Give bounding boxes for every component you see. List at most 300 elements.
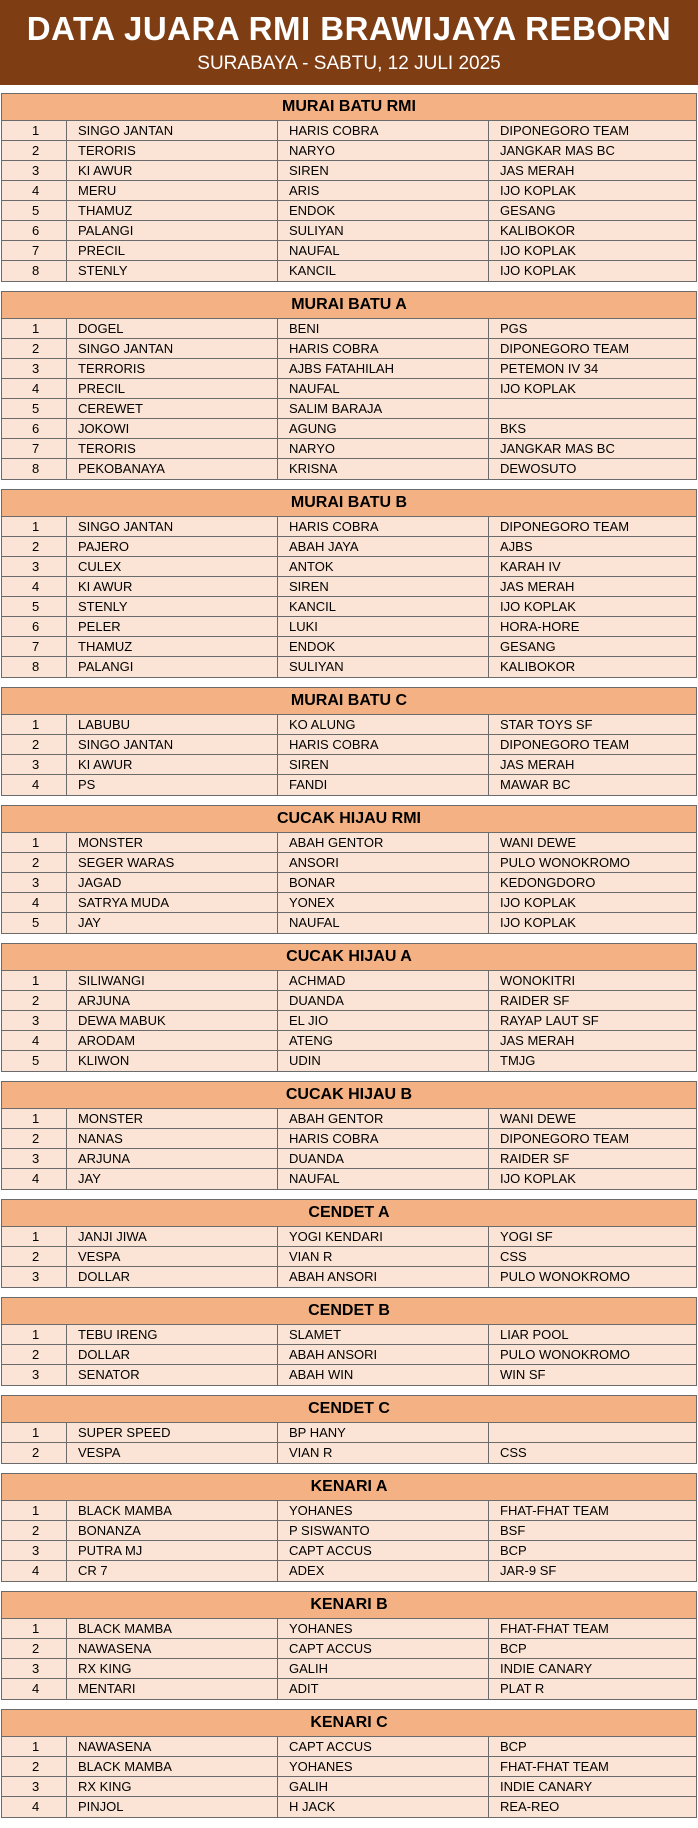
- team-cell: KEDONGDORO: [500, 875, 596, 890]
- rank-cell: 2: [2, 1247, 67, 1266]
- owner-cell: LUKI: [278, 617, 489, 636]
- table-row: [2, 121, 696, 141]
- team-cell: GESANG: [500, 203, 556, 218]
- class-title: MURAI BATU C: [2, 688, 696, 715]
- rank-cell: 2: [2, 1443, 67, 1463]
- bird-name-cell: JOKOWI: [67, 419, 278, 438]
- bird-name-cell: SINGO JANTAN: [67, 339, 278, 358]
- owner-cell: AJBS FATAHILAH: [278, 359, 489, 378]
- table-row: [2, 1501, 696, 1521]
- bird-name-cell: ARJUNA: [67, 1149, 278, 1168]
- class-results-table: [1, 805, 697, 934]
- table-row: [2, 833, 696, 853]
- table-row: [2, 261, 696, 281]
- owner-cell: HARIS COBRA: [278, 121, 489, 140]
- bird-name-cell: KI AWUR: [67, 161, 278, 180]
- table-row: [2, 1149, 696, 1169]
- rank-cell: 5: [2, 1051, 67, 1071]
- bird-name-cell: VESPA: [67, 1247, 278, 1266]
- owner-cell: KRISNA: [278, 459, 489, 479]
- owner-cell: ACHMAD: [278, 971, 489, 990]
- table-row: [2, 1639, 696, 1659]
- table-row: [2, 1267, 696, 1287]
- team-cell: TMJG: [500, 1053, 536, 1068]
- bird-name-cell: MONSTER: [67, 833, 278, 852]
- class-title: MURAI BATU RMI: [2, 94, 696, 121]
- owner-cell: NARYO: [278, 141, 489, 160]
- bird-name-cell: TEBU IRENG: [67, 1325, 278, 1344]
- rank-cell: 4: [2, 577, 67, 596]
- team-cell: RAYAP LAUT SF: [500, 1013, 599, 1028]
- owner-cell: DUANDA: [278, 1149, 489, 1168]
- rank-cell: 5: [2, 597, 67, 616]
- rank-cell: 3: [2, 161, 67, 180]
- bird-name-cell: MENTARI: [67, 1679, 278, 1699]
- owner-cell: SULIYAN: [278, 657, 489, 677]
- class-results-table: [1, 1297, 697, 1386]
- team-cell: IJO KOPLAK: [500, 263, 576, 278]
- team-cell: KARAH IV: [500, 559, 561, 574]
- table-row: [2, 1227, 696, 1247]
- table-row: [2, 1619, 696, 1639]
- owner-cell: HARIS COBRA: [278, 1129, 489, 1148]
- bird-name-cell: SENATOR: [67, 1365, 278, 1385]
- table-row: [2, 1423, 696, 1443]
- owner-cell: NAUFAL: [278, 241, 489, 260]
- bird-name-cell: TERORIS: [67, 141, 278, 160]
- owner-cell: NAUFAL: [278, 913, 489, 933]
- team-cell: [489, 399, 696, 418]
- bird-name-cell: KI AWUR: [67, 577, 278, 596]
- rank-cell: 6: [2, 221, 67, 240]
- team-cell: PULO WONOKROMO: [500, 855, 631, 870]
- table-row: [2, 1051, 696, 1071]
- rank-cell: 6: [2, 617, 67, 636]
- team-cell: HORA-HORE: [500, 619, 580, 634]
- owner-cell: GALIH: [278, 1659, 489, 1678]
- bird-name-cell: LABUBU: [67, 715, 278, 734]
- bird-name-cell: NAWASENA: [67, 1639, 278, 1658]
- rank-cell: 1: [2, 1325, 67, 1344]
- team-cell: INDIE CANARY: [500, 1661, 593, 1676]
- bird-name-cell: NAWASENA: [67, 1737, 278, 1756]
- team-cell: BSF: [500, 1523, 526, 1538]
- table-row: [2, 1777, 696, 1797]
- owner-cell: NAUFAL: [278, 1169, 489, 1189]
- table-row: [2, 537, 696, 557]
- rank-cell: 4: [2, 1679, 67, 1699]
- team-cell: STAR TOYS SF: [500, 717, 593, 732]
- owner-cell: BP HANY: [278, 1423, 489, 1442]
- table-row: [2, 339, 696, 359]
- table-row: [2, 991, 696, 1011]
- table-row: [2, 657, 696, 677]
- rank-cell: 8: [2, 657, 67, 677]
- team-cell: BKS: [500, 421, 527, 436]
- bird-name-cell: BLACK MAMBA: [67, 1757, 278, 1776]
- bird-name-cell: PUTRA MJ: [67, 1541, 278, 1560]
- owner-cell: ABAH GENTOR: [278, 1109, 489, 1128]
- rank-cell: 4: [2, 181, 67, 200]
- team-cell: IJO KOPLAK: [500, 1171, 576, 1186]
- table-row: [2, 1031, 696, 1051]
- owner-cell: SULIYAN: [278, 221, 489, 240]
- class-title: CENDET B: [2, 1298, 696, 1325]
- team-cell: INDIE CANARY: [500, 1779, 593, 1794]
- table-row: [2, 1011, 696, 1031]
- rank-cell: 4: [2, 379, 67, 398]
- rank-cell: 8: [2, 459, 67, 479]
- owner-cell: YONEX: [278, 893, 489, 912]
- bird-name-cell: CR 7: [67, 1561, 278, 1581]
- owner-cell: YOHANES: [278, 1757, 489, 1776]
- rank-cell: 2: [2, 991, 67, 1010]
- rank-cell: 1: [2, 715, 67, 734]
- bird-name-cell: RX KING: [67, 1777, 278, 1796]
- class-results-table: [1, 1709, 697, 1818]
- class-title: CUCAK HIJAU RMI: [2, 806, 696, 833]
- table-row: [2, 755, 696, 775]
- table-row: [2, 893, 696, 913]
- team-cell: JAR-9 SF: [500, 1563, 557, 1578]
- bird-name-cell: DOLLAR: [67, 1345, 278, 1364]
- rank-cell: 4: [2, 775, 67, 795]
- bird-name-cell: MERU: [67, 181, 278, 200]
- class-title: MURAI BATU A: [2, 292, 696, 319]
- owner-cell: ARIS: [278, 181, 489, 200]
- bird-name-cell: PINJOL: [67, 1797, 278, 1817]
- table-row: [2, 419, 696, 439]
- rank-cell: 2: [2, 853, 67, 872]
- table-row: [2, 181, 696, 201]
- owner-cell: NAUFAL: [278, 379, 489, 398]
- class-results-table: [1, 1473, 697, 1582]
- team-cell: IJO KOPLAK: [500, 183, 576, 198]
- rank-cell: 5: [2, 913, 67, 933]
- team-cell: JAS MERAH: [500, 757, 575, 772]
- bird-name-cell: PAJERO: [67, 537, 278, 556]
- rank-cell: 2: [2, 141, 67, 160]
- table-row: [2, 735, 696, 755]
- team-cell: PULO WONOKROMO: [500, 1347, 631, 1362]
- team-cell: IJO KOPLAK: [500, 599, 576, 614]
- class-results-table: [1, 1591, 697, 1700]
- rank-cell: 1: [2, 1109, 67, 1128]
- bird-name-cell: THAMUZ: [67, 637, 278, 656]
- table-row: [2, 1561, 696, 1581]
- bird-name-cell: SEGER WARAS: [67, 853, 278, 872]
- owner-cell: KO ALUNG: [278, 715, 489, 734]
- rank-cell: 1: [2, 121, 67, 140]
- table-row: [2, 161, 696, 181]
- class-title: KENARI A: [2, 1474, 696, 1501]
- class-results-table: [1, 489, 697, 678]
- class-results-table: [1, 1395, 697, 1464]
- rank-cell: 4: [2, 1797, 67, 1817]
- rank-cell: 3: [2, 873, 67, 892]
- bird-name-cell: PRECIL: [67, 241, 278, 260]
- team-cell: WIN SF: [500, 1367, 546, 1382]
- team-cell: YOGI SF: [500, 1229, 553, 1244]
- bird-name-cell: PS: [67, 775, 278, 795]
- rank-cell: 3: [2, 557, 67, 576]
- owner-cell: HARIS COBRA: [278, 517, 489, 536]
- team-cell: WONOKITRI: [500, 973, 576, 988]
- table-row: [2, 221, 696, 241]
- bird-name-cell: PELER: [67, 617, 278, 636]
- bird-name-cell: PRECIL: [67, 379, 278, 398]
- team-cell: AJBS: [500, 539, 533, 554]
- rank-cell: 7: [2, 241, 67, 260]
- owner-cell: VIAN R: [278, 1247, 489, 1266]
- rank-cell: 4: [2, 1561, 67, 1581]
- table-row: [2, 1247, 696, 1267]
- team-cell: PLAT R: [500, 1681, 545, 1696]
- class-results-table: [1, 1081, 697, 1190]
- table-row: [2, 1169, 696, 1189]
- rank-cell: 1: [2, 1227, 67, 1246]
- owner-cell: YOGI KENDARI: [278, 1227, 489, 1246]
- bird-name-cell: VESPA: [67, 1443, 278, 1463]
- team-cell: JAS MERAH: [500, 579, 575, 594]
- table-row: [2, 853, 696, 873]
- owner-cell: ABAH GENTOR: [278, 833, 489, 852]
- owner-cell: AGUNG: [278, 419, 489, 438]
- bird-name-cell: SATRYA MUDA: [67, 893, 278, 912]
- table-row: [2, 597, 696, 617]
- owner-cell: ATENG: [278, 1031, 489, 1050]
- owner-cell: SALIM BARAJA: [278, 399, 489, 418]
- table-row: [2, 1659, 696, 1679]
- bird-name-cell: JANJI JIWA: [67, 1227, 278, 1246]
- bird-name-cell: KLIWON: [67, 1051, 278, 1071]
- rank-cell: 7: [2, 637, 67, 656]
- team-cell: DIPONEGORO TEAM: [500, 737, 630, 752]
- table-row: [2, 1797, 696, 1817]
- bird-name-cell: ARJUNA: [67, 991, 278, 1010]
- table-row: [2, 1541, 696, 1561]
- bird-name-cell: STENLY: [67, 597, 278, 616]
- team-cell: FHAT-FHAT TEAM: [500, 1621, 609, 1636]
- rank-cell: 3: [2, 1011, 67, 1030]
- rank-cell: 3: [2, 1659, 67, 1678]
- rank-cell: 3: [2, 359, 67, 378]
- bird-name-cell: JAGAD: [67, 873, 278, 892]
- team-cell: PGS: [500, 321, 528, 336]
- table-row: [2, 241, 696, 261]
- owner-cell: BONAR: [278, 873, 489, 892]
- team-cell: IJO KOPLAK: [500, 915, 576, 930]
- table-row: [2, 1737, 696, 1757]
- table-row: [2, 1679, 696, 1699]
- rank-cell: 2: [2, 1639, 67, 1658]
- rank-cell: 4: [2, 893, 67, 912]
- bird-name-cell: PEKOBANAYA: [67, 459, 278, 479]
- owner-cell: ADIT: [278, 1679, 489, 1699]
- owner-cell: CAPT ACCUS: [278, 1639, 489, 1658]
- owner-cell: ABAH ANSORI: [278, 1267, 489, 1287]
- team-cell: PETEMON IV 34: [500, 361, 599, 376]
- bird-name-cell: KI AWUR: [67, 755, 278, 774]
- class-results-table: [1, 943, 697, 1072]
- rank-cell: 5: [2, 201, 67, 220]
- bird-name-cell: CEREWET: [67, 399, 278, 418]
- rank-cell: 4: [2, 1169, 67, 1189]
- owner-cell: ADEX: [278, 1561, 489, 1581]
- bird-name-cell: MONSTER: [67, 1109, 278, 1128]
- bird-name-cell: NANAS: [67, 1129, 278, 1148]
- team-cell: JAS MERAH: [500, 1033, 575, 1048]
- bird-name-cell: THAMUZ: [67, 201, 278, 220]
- page-header: [0, 0, 698, 85]
- bird-name-cell: BONANZA: [67, 1521, 278, 1540]
- bird-name-cell: BLACK MAMBA: [67, 1619, 278, 1638]
- owner-cell: ANSORI: [278, 853, 489, 872]
- rank-cell: 4: [2, 1031, 67, 1050]
- owner-cell: EL JIO: [278, 1011, 489, 1030]
- team-cell: BCP: [500, 1641, 527, 1656]
- table-row: [2, 617, 696, 637]
- rank-cell: 1: [2, 1501, 67, 1520]
- table-row: [2, 379, 696, 399]
- table-row: [2, 1757, 696, 1777]
- team-cell: MAWAR BC: [500, 777, 571, 792]
- bird-name-cell: CULEX: [67, 557, 278, 576]
- owner-cell: ENDOK: [278, 637, 489, 656]
- bird-name-cell: SINGO JANTAN: [67, 735, 278, 754]
- team-cell: BCP: [500, 1543, 527, 1558]
- rank-cell: 2: [2, 1521, 67, 1540]
- table-row: [2, 775, 696, 795]
- bird-name-cell: DOLLAR: [67, 1267, 278, 1287]
- owner-cell: FANDI: [278, 775, 489, 795]
- table-row: [2, 201, 696, 221]
- owner-cell: NARYO: [278, 439, 489, 458]
- team-cell: CSS: [500, 1249, 527, 1264]
- rank-cell: 3: [2, 755, 67, 774]
- owner-cell: SIREN: [278, 755, 489, 774]
- bird-name-cell: PALANGI: [67, 657, 278, 677]
- table-row: [2, 1325, 696, 1345]
- class-title: KENARI B: [2, 1592, 696, 1619]
- table-row: [2, 399, 696, 419]
- owner-cell: KANCIL: [278, 261, 489, 281]
- bird-name-cell: SINGO JANTAN: [67, 517, 278, 536]
- team-cell: DEWOSUTO: [500, 461, 577, 476]
- owner-cell: H JACK: [278, 1797, 489, 1817]
- owner-cell: P SISWANTO: [278, 1521, 489, 1540]
- table-row: [2, 359, 696, 379]
- team-cell: WANI DEWE: [500, 1111, 577, 1126]
- rank-cell: 2: [2, 1345, 67, 1364]
- team-cell: REA-REO: [500, 1799, 560, 1814]
- owner-cell: ABAH ANSORI: [278, 1345, 489, 1364]
- class-results-table: [1, 291, 697, 480]
- class-title: CUCAK HIJAU A: [2, 944, 696, 971]
- class-results-table: [1, 1199, 697, 1288]
- bird-name-cell: TERRORIS: [67, 359, 278, 378]
- bird-name-cell: SUPER SPEED: [67, 1423, 278, 1442]
- table-row: [2, 715, 696, 735]
- table-row: [2, 517, 696, 537]
- rank-cell: 3: [2, 1267, 67, 1287]
- rank-cell: 3: [2, 1149, 67, 1168]
- table-row: [2, 1345, 696, 1365]
- team-cell: LIAR POOL: [500, 1327, 569, 1342]
- bird-name-cell: SILIWANGI: [67, 971, 278, 990]
- table-row: [2, 1129, 696, 1149]
- class-title: MURAI BATU B: [2, 490, 696, 517]
- owner-cell: UDIN: [278, 1051, 489, 1071]
- team-cell: DIPONEGORO TEAM: [500, 341, 630, 356]
- owner-cell: KANCIL: [278, 597, 489, 616]
- table-row: [2, 577, 696, 597]
- results-sections: [0, 85, 698, 1818]
- rank-cell: 5: [2, 399, 67, 418]
- team-cell: DIPONEGORO TEAM: [500, 519, 630, 534]
- owner-cell: SIREN: [278, 577, 489, 596]
- team-cell: JANGKAR MAS BC: [500, 441, 615, 456]
- team-cell: CSS: [500, 1445, 527, 1460]
- owner-cell: ABAH JAYA: [278, 537, 489, 556]
- owner-cell: SLAMET: [278, 1325, 489, 1344]
- team-cell: WANI DEWE: [500, 835, 577, 850]
- team-cell: RAIDER SF: [500, 1151, 570, 1166]
- page-title: DATA JUARA RMI BRAWIJAYA REBORN: [26, 10, 672, 47]
- class-title: CENDET C: [2, 1396, 696, 1423]
- owner-cell: BENI: [278, 319, 489, 338]
- bird-name-cell: PALANGI: [67, 221, 278, 240]
- bird-name-cell: BLACK MAMBA: [67, 1501, 278, 1520]
- team-cell: FHAT-FHAT TEAM: [500, 1759, 609, 1774]
- owner-cell: ENDOK: [278, 201, 489, 220]
- class-results-table: [1, 93, 697, 282]
- rank-cell: 3: [2, 1365, 67, 1385]
- table-row: [2, 459, 696, 479]
- team-cell: IJO KOPLAK: [500, 243, 576, 258]
- bird-name-cell: JAY: [67, 913, 278, 933]
- table-row: [2, 1443, 696, 1463]
- rank-cell: 8: [2, 261, 67, 281]
- table-row: [2, 557, 696, 577]
- table-row: [2, 1365, 696, 1385]
- rank-cell: 2: [2, 1129, 67, 1148]
- team-cell: IJO KOPLAK: [500, 381, 576, 396]
- owner-cell: ANTOK: [278, 557, 489, 576]
- class-results-table: [1, 687, 697, 796]
- rank-cell: 1: [2, 1423, 67, 1442]
- rank-cell: 2: [2, 735, 67, 754]
- team-cell: BCP: [500, 1739, 527, 1754]
- table-row: [2, 1109, 696, 1129]
- rank-cell: 7: [2, 439, 67, 458]
- bird-name-cell: RX KING: [67, 1659, 278, 1678]
- bird-name-cell: STENLY: [67, 261, 278, 281]
- bird-name-cell: ARODAM: [67, 1031, 278, 1050]
- owner-cell: DUANDA: [278, 991, 489, 1010]
- team-cell: IJO KOPLAK: [500, 895, 576, 910]
- rank-cell: 3: [2, 1777, 67, 1796]
- team-cell: PULO WONOKROMO: [500, 1269, 631, 1284]
- page-subtitle: SURABAYA - SABTU, 12 JULI 2025: [197, 53, 501, 74]
- team-cell: KALIBOKOR: [500, 659, 576, 674]
- owner-cell: SIREN: [278, 161, 489, 180]
- owner-cell: CAPT ACCUS: [278, 1737, 489, 1756]
- owner-cell: HARIS COBRA: [278, 339, 489, 358]
- rank-cell: 6: [2, 419, 67, 438]
- rank-cell: 3: [2, 1541, 67, 1560]
- team-cell: DIPONEGORO TEAM: [500, 1131, 630, 1146]
